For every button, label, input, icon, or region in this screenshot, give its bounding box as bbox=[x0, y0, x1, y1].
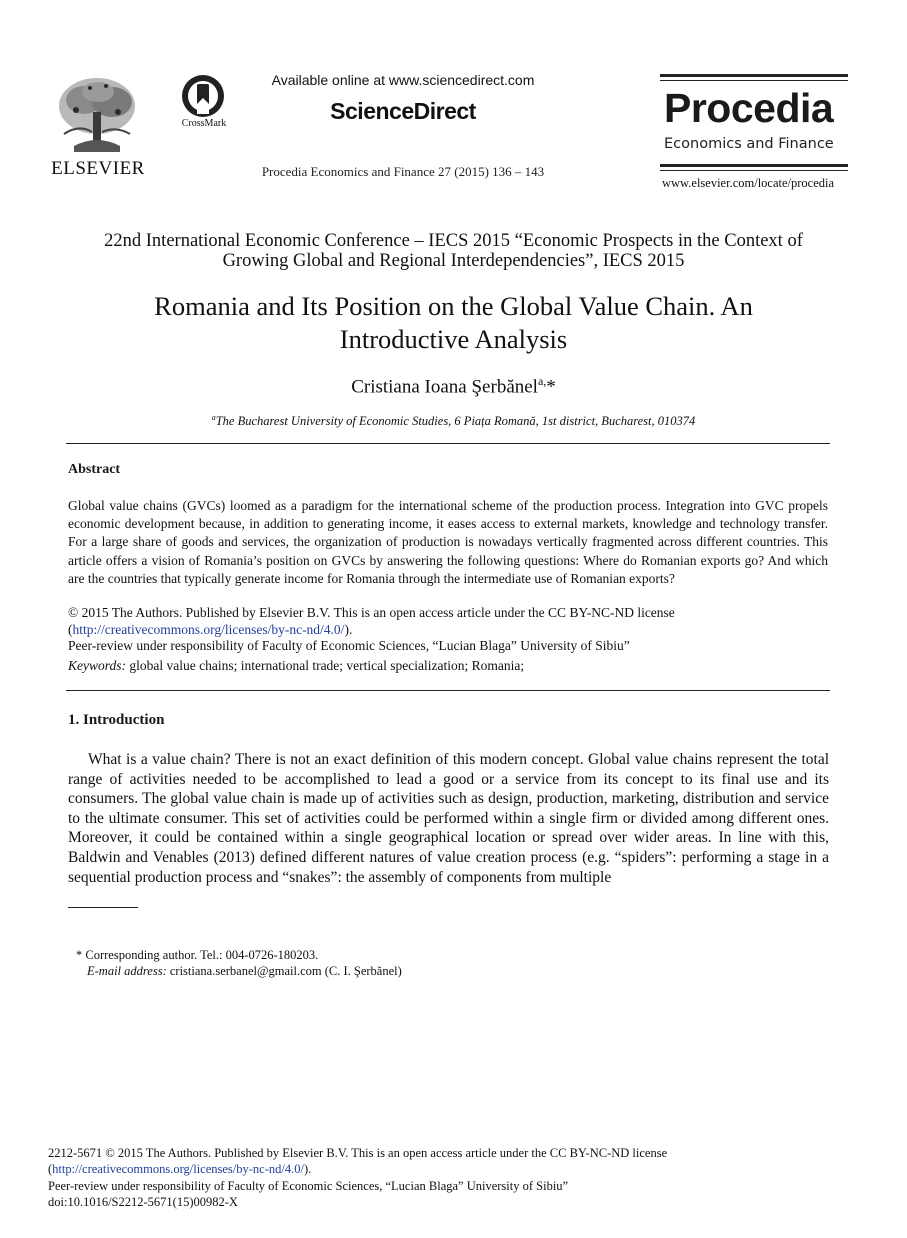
license-link[interactable]: http://creativecommons.org/licenses/by-nc-nd/4.0/ bbox=[72, 621, 345, 637]
abstract-license bbox=[68, 605, 828, 655]
journal-logo-rule bbox=[660, 80, 848, 81]
available-online: Available online at www.sciencedirect.com bbox=[271, 72, 535, 88]
title-line: Introductive Analysis bbox=[339, 324, 568, 354]
email-label: E-mail address: bbox=[87, 964, 167, 978]
journal-logo-rule bbox=[660, 170, 848, 171]
journal-logo-rule bbox=[660, 74, 848, 77]
keywords-text: global value chains; international trade; vertical specialization; Romania; bbox=[129, 658, 525, 673]
footer-license-link[interactable]: http://creativecommons.org/licenses/by-nc-nd/4.0/ bbox=[52, 1162, 304, 1177]
paper-title bbox=[60, 290, 847, 356]
divider bbox=[66, 690, 830, 691]
title-line: Romania and Its Position on the Global Value Chain. An bbox=[154, 291, 753, 321]
footnote-corresponding: * Corresponding author. Tel.: 004-0726-180203. bbox=[76, 948, 319, 962]
footer-doi[interactable]: doi:10.1016/S2212-5671(15)00982-X bbox=[48, 1195, 238, 1210]
author-corresponding-star: * bbox=[546, 376, 556, 398]
footer-peer-review: Peer-review under responsibility of Faculty of Economic Sciences, “Lucian Blaga” University of Sibiu” bbox=[48, 1178, 569, 1193]
crossmark-logo[interactable] bbox=[176, 74, 236, 134]
author-name: Cristiana Ioana Şerbănel bbox=[351, 376, 538, 398]
journal-logo bbox=[660, 74, 850, 194]
section-heading: 1. Introduction bbox=[68, 712, 165, 728]
conference-line: 22nd International Economic Conference – IECS 2015 “Economic Prospects in the Context of bbox=[104, 231, 803, 251]
affiliation-marker: a bbox=[211, 413, 216, 422]
copyright-line: © 2015 The Authors. Published by Elsevier B.V. This is an open access article under the CC BY-NC-ND license bbox=[68, 605, 675, 620]
footer-license-line: (http://creativecommons.org/licenses/by-nc-nd/4.0/). bbox=[48, 1162, 312, 1177]
footnote-email bbox=[87, 964, 402, 979]
keywords-label: Keywords: bbox=[68, 658, 126, 673]
conference-name bbox=[60, 231, 847, 271]
abstract-heading: Abstract bbox=[68, 462, 121, 477]
keywords-line bbox=[68, 658, 828, 674]
journal-logo-rule bbox=[660, 164, 848, 167]
page-footer bbox=[48, 1145, 848, 1211]
sciencedirect-logo: ScienceDirect bbox=[330, 98, 476, 124]
abstract-body: Global value chains (GVCs) loomed as a paradigm for the international scheme of the production process. Integration into GVC propels economic development because, in addition to generating income, it eases access to external markets, knowledge and technology transfer. For a large share of goods and services, the organization of production is nowadays vertically fragmented across different countries. This article offers a vision of Romania’s position on GVCs by answering the following questions: Where do Romanian exports go? And which are the countries that typically generate income for Romania through the intermediate use of Romanian exports? bbox=[68, 498, 828, 586]
affiliation-text: The Bucharest University of Economic Studies, 6 Piața Romană, 1st district, Bucharest, 010374 bbox=[215, 414, 696, 429]
journal-url[interactable]: www.elsevier.com/locate/procedia bbox=[662, 176, 835, 190]
footnote-divider bbox=[68, 907, 138, 908]
journal-logo-name: Procedia bbox=[664, 85, 834, 131]
footer-copyright: 2212-5671 © 2015 The Authors. Published by Elsevier B.V. This is an open access article under the CC BY-NC-ND license bbox=[48, 1146, 668, 1160]
introduction-body: What is a value chain? There is not an exact definition of this modern concept. Global value chains represent the total range of activities needed to be accomplished to lead a good or a service from its concept to its final use and its consumers. The global value chain is made up of activities such as design, production, marketing, distribution and service to the ultimate consumer. This set of activities could be performed within a single firm or divided among different ones. Moreover, it could be contained within a single geographical location or spread over wider areas. In line with this, Baldwin and Venables (2013) defined different natures of value creation process (e.g. “spiders”: performing a stage in a sequential production process and “snakes”: the assembly of components from multiple bbox=[68, 751, 829, 886]
peer-review-line: Peer-review under responsibility of Faculty of Economic Sciences, “Lucian Blaga” University of Sibiu” bbox=[68, 638, 630, 653]
crossmark-label: CrossMark bbox=[181, 118, 227, 129]
affiliation bbox=[60, 413, 847, 429]
elsevier-tree-icon bbox=[54, 74, 140, 158]
license-link-line: (http://creativecommons.org/licenses/by-nc-nd/4.0/). bbox=[68, 621, 353, 637]
divider bbox=[66, 443, 830, 444]
elsevier-logo bbox=[48, 74, 148, 184]
publisher-name: ELSEVIER bbox=[51, 158, 145, 179]
author-affil-marker: a, bbox=[537, 374, 547, 388]
crossmark-icon bbox=[181, 74, 225, 118]
author-line bbox=[60, 374, 847, 398]
conference-line: Growing Global and Regional Interdependencies”, IECS 2015 bbox=[222, 251, 685, 271]
journal-reference: Procedia Economics and Finance 27 (2015) 136 – 143 bbox=[261, 164, 545, 179]
email-address[interactable]: cristiana.serbanel@gmail.com (C. I. Şerbănel) bbox=[169, 964, 402, 978]
journal-logo-subtitle: Economics and Finance bbox=[664, 136, 834, 152]
